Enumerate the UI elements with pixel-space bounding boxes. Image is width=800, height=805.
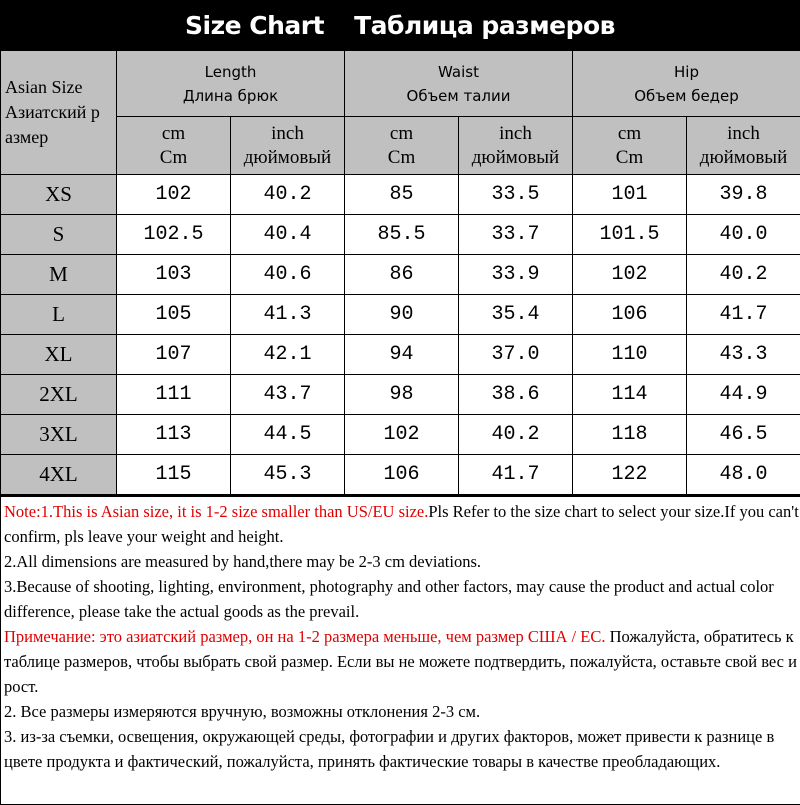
table-cell: 44.5	[231, 415, 345, 455]
size-label: 3XL	[1, 415, 117, 455]
unit-line: дюймовый	[231, 146, 344, 170]
table-cell: 90	[345, 295, 459, 335]
measure-header-waist	[345, 51, 573, 117]
measure-ru: Объем бедер	[573, 84, 800, 108]
unit-header	[687, 117, 800, 175]
table-cell: 115	[117, 455, 231, 495]
table-cell: 33.7	[459, 215, 573, 255]
table-cell: 37.0	[459, 335, 573, 375]
measure-en: Waist	[345, 60, 572, 84]
table-row	[1, 255, 800, 295]
table-cell: 85.5	[345, 215, 459, 255]
table-cell: 39.8	[687, 175, 800, 215]
corner-line: азмер	[5, 125, 116, 150]
table-cell: 40.2	[231, 175, 345, 215]
size-label: S	[1, 215, 117, 255]
corner-header	[1, 51, 117, 175]
unit-line: inch	[231, 122, 344, 146]
note-3: 3.Because of shooting, lighting, environment, photography and other factors, may cause the product and actual color difference, please take the actual goods as the prevail.	[4, 574, 800, 624]
table-cell: 122	[573, 455, 687, 495]
unit-header	[573, 117, 687, 175]
corner-line: Азиатский р	[5, 100, 116, 125]
size-table	[0, 50, 800, 495]
table-cell: 46.5	[687, 415, 800, 455]
table-body	[1, 175, 800, 495]
table-cell: 43.7	[231, 375, 345, 415]
table-row	[1, 415, 800, 455]
table-cell: 44.9	[687, 375, 800, 415]
table-cell: 86	[345, 255, 459, 295]
table-cell: 45.3	[231, 455, 345, 495]
table-cell: 33.9	[459, 255, 573, 295]
note-2: 2.All dimensions are measured by hand,there may be 2-3 cm deviations.	[4, 549, 800, 574]
table-cell: 103	[117, 255, 231, 295]
table-cell: 114	[573, 375, 687, 415]
table-cell: 113	[117, 415, 231, 455]
note-ru-1-text: Пожалуйста, обратитесь к таблице размеров, чтобы выбрать свой размер. Если вы не можете подтвердить, пожалуйста, оставьте свой вес и рост.	[4, 627, 797, 696]
size-label: L	[1, 295, 117, 335]
table-cell: 101.5	[573, 215, 687, 255]
table-row	[1, 175, 800, 215]
table-cell: 94	[345, 335, 459, 375]
table-cell: 102.5	[117, 215, 231, 255]
unit-line: Cm	[117, 146, 230, 170]
table-cell: 40.0	[687, 215, 800, 255]
measure-header-hip	[573, 51, 800, 117]
table-cell: 105	[117, 295, 231, 335]
table-row	[1, 295, 800, 335]
table-cell: 98	[345, 375, 459, 415]
table-cell: 85	[345, 175, 459, 215]
table-row	[1, 455, 800, 495]
measure-en: Length	[117, 60, 344, 84]
table-cell: 41.7	[459, 455, 573, 495]
note-ru-2: 2. Все размеры измеряются вручную, возможны отклонения 2-3 см.	[4, 699, 800, 724]
notes-panel	[0, 495, 800, 805]
size-label: 4XL	[1, 455, 117, 495]
table-cell: 38.6	[459, 375, 573, 415]
note-ru-1-highlight: Примечание: это азиатский размер, он на 1-2 размера меньше, чем размер США / ЕС.	[4, 627, 605, 646]
title-ru: Таблица размеров	[354, 11, 615, 40]
note-1-text: Pls Refer to the size chart to select your size.If you can't confirm, pls leave your weight and height.	[4, 502, 799, 546]
unit-line: inch	[459, 122, 572, 146]
table-cell: 33.5	[459, 175, 573, 215]
table-cell: 40.2	[459, 415, 573, 455]
chart-header	[0, 0, 800, 50]
table-cell: 42.1	[231, 335, 345, 375]
table-cell: 102	[573, 255, 687, 295]
table-cell: 35.4	[459, 295, 573, 335]
table-cell: 40.4	[231, 215, 345, 255]
unit-header	[459, 117, 573, 175]
table-row	[1, 215, 800, 255]
table-cell: 110	[573, 335, 687, 375]
table-cell: 102	[117, 175, 231, 215]
corner-line: Asian Size	[5, 75, 116, 100]
table-cell: 118	[573, 415, 687, 455]
table-cell: 41.3	[231, 295, 345, 335]
table-cell: 41.7	[687, 295, 800, 335]
table-cell: 40.6	[231, 255, 345, 295]
unit-header	[345, 117, 459, 175]
note-1	[4, 499, 800, 549]
table-row	[1, 375, 800, 415]
table-cell: 101	[573, 175, 687, 215]
unit-line: cm	[573, 122, 686, 146]
table-cell: 40.2	[687, 255, 800, 295]
measure-ru: Длина брюк	[117, 84, 344, 108]
size-label: M	[1, 255, 117, 295]
unit-header	[117, 117, 231, 175]
unit-line: дюймовый	[459, 146, 572, 170]
unit-line: cm	[117, 122, 230, 146]
size-label: 2XL	[1, 375, 117, 415]
measure-ru: Объем талии	[345, 84, 572, 108]
title-en: Size Chart	[185, 11, 324, 40]
note-ru-3: 3. из-за съемки, освещения, окружающей среды, фотографии и других факторов, может привести к разнице в цвете продукта и фактический, пожалуйста, принять фактические товары в качестве преобладающих.	[4, 724, 800, 774]
size-label: XS	[1, 175, 117, 215]
unit-line: дюймовый	[687, 146, 800, 170]
measure-header-length	[117, 51, 345, 117]
unit-line: Cm	[345, 146, 458, 170]
table-row	[1, 335, 800, 375]
unit-line: inch	[687, 122, 800, 146]
table-cell: 102	[345, 415, 459, 455]
table-cell: 43.3	[687, 335, 800, 375]
table-cell: 106	[573, 295, 687, 335]
unit-header	[231, 117, 345, 175]
unit-line: cm	[345, 122, 458, 146]
table-cell: 107	[117, 335, 231, 375]
size-label: XL	[1, 335, 117, 375]
measure-en: Hip	[573, 60, 800, 84]
note-1-highlight: Note:1.This is Asian size, it is 1-2 size smaller than US/EU size.	[4, 502, 428, 521]
table-cell: 106	[345, 455, 459, 495]
table-cell: 48.0	[687, 455, 800, 495]
note-ru-1	[4, 624, 800, 699]
table-cell: 111	[117, 375, 231, 415]
unit-line: Cm	[573, 146, 686, 170]
